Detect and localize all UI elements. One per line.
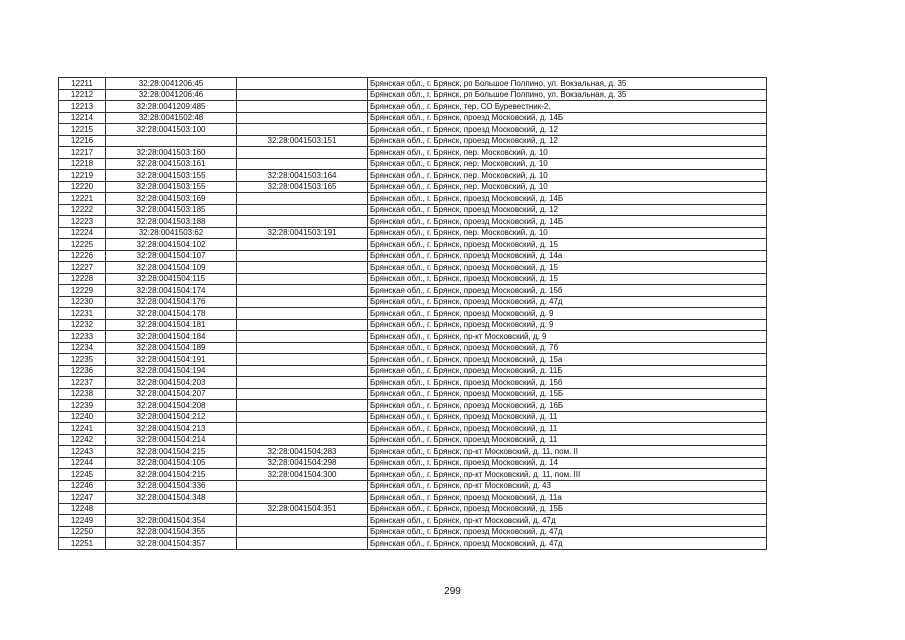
related-cadastral-number-cell xyxy=(237,538,368,550)
address-cell: Брянская обл., г. Брянск, проезд Московский, д. 11а xyxy=(368,492,767,504)
table-row xyxy=(59,78,767,90)
address-cell: Брянская обл., г. Брянск, тер. СО Буревестник-2, xyxy=(368,101,767,113)
cadastral-number-cell: 32:28:0041503:161 xyxy=(106,158,237,170)
table-row xyxy=(59,135,767,147)
table-row xyxy=(59,308,767,320)
address-cell: Брянская обл., г. Брянск, пр-кт Московский, д. 43 xyxy=(368,480,767,492)
related-cadastral-number-cell xyxy=(237,377,368,389)
table-row xyxy=(59,239,767,251)
cadastral-number-cell: 32:28:0041503:160 xyxy=(106,147,237,159)
table-row xyxy=(59,423,767,435)
cadastral-number-cell: 32:28:0041504:208 xyxy=(106,400,237,412)
table-row xyxy=(59,400,767,412)
cadastral-number-cell: 32:28:0041503:100 xyxy=(106,124,237,136)
related-cadastral-number-cell xyxy=(237,250,368,262)
related-cadastral-number-cell xyxy=(237,285,368,297)
table-row xyxy=(59,457,767,469)
table-row xyxy=(59,377,767,389)
cadastral-number-cell xyxy=(106,135,237,147)
address-cell: Брянская обл., г. Брянск, пер. Московский, д. 10 xyxy=(368,227,767,239)
table-row xyxy=(59,193,767,205)
row-number-cell: 12242 xyxy=(59,434,106,446)
table-row xyxy=(59,342,767,354)
row-number-cell: 12238 xyxy=(59,388,106,400)
related-cadastral-number-cell xyxy=(237,112,368,124)
cadastral-number-cell: 32:28:0041504:181 xyxy=(106,319,237,331)
related-cadastral-number-cell xyxy=(237,89,368,101)
table-row xyxy=(59,434,767,446)
address-cell: Брянская обл., г. Брянск, проезд Московский, д. 11Б xyxy=(368,365,767,377)
row-number-cell: 12231 xyxy=(59,308,106,320)
cadastral-number-cell: 32:28:0041206:46 xyxy=(106,89,237,101)
row-number-cell: 12239 xyxy=(59,400,106,412)
cadastral-number-cell: 32:28:0041504:189 xyxy=(106,342,237,354)
row-number-cell: 12224 xyxy=(59,227,106,239)
row-number-cell: 12214 xyxy=(59,112,106,124)
row-number-cell: 12250 xyxy=(59,526,106,538)
related-cadastral-number-cell xyxy=(237,239,368,251)
address-cell: Брянская обл., г. Брянск, проезд Московский, д. 15 xyxy=(368,273,767,285)
related-cadastral-number-cell: 32:28:0041504:351 xyxy=(237,503,368,515)
cadastral-number-cell: 32:28:0041504:207 xyxy=(106,388,237,400)
cadastral-number-cell: 32:28:0041504:348 xyxy=(106,492,237,504)
address-cell: Брянская обл., г. Брянск, пер. Московский, д. 10 xyxy=(368,170,767,182)
row-number-cell: 12230 xyxy=(59,296,106,308)
related-cadastral-number-cell xyxy=(237,365,368,377)
table-row xyxy=(59,296,767,308)
table-row xyxy=(59,227,767,239)
related-cadastral-number-cell: 32:28:0041503:151 xyxy=(237,135,368,147)
related-cadastral-number-cell xyxy=(237,319,368,331)
row-number-cell: 12220 xyxy=(59,181,106,193)
cadastral-number-cell: 32:28:0041504:212 xyxy=(106,411,237,423)
address-cell: Брянская обл., г. Брянск, проезд Московский, д. 15Б xyxy=(368,503,767,515)
row-number-cell: 12227 xyxy=(59,262,106,274)
page-number: 299 xyxy=(444,586,461,597)
row-number-cell: 12234 xyxy=(59,342,106,354)
address-cell: Брянская обл., г. Брянск, проезд Московский, д. 14Б xyxy=(368,112,767,124)
cadastral-number-cell: 32:28:0041504:105 xyxy=(106,457,237,469)
row-number-cell: 12236 xyxy=(59,365,106,377)
related-cadastral-number-cell xyxy=(237,411,368,423)
table-row xyxy=(59,158,767,170)
related-cadastral-number-cell xyxy=(237,193,368,205)
row-number-cell: 12211 xyxy=(59,78,106,90)
cadastral-number-cell: 32:28:0041503:185 xyxy=(106,204,237,216)
related-cadastral-number-cell: 32:28:0041503:164 xyxy=(237,170,368,182)
related-cadastral-number-cell xyxy=(237,388,368,400)
address-cell: Брянская обл., г. Брянск, проезд Московский, д. 15 xyxy=(368,239,767,251)
address-cell: Брянская обл., г. Брянск, пр-кт Московский, д. 9 xyxy=(368,331,767,343)
related-cadastral-number-cell xyxy=(237,400,368,412)
row-number-cell: 12245 xyxy=(59,469,106,481)
address-cell: Брянская обл., г. Брянск, пр-кт Московский, д. 47д xyxy=(368,515,767,527)
related-cadastral-number-cell: 32:28:0041503:191 xyxy=(237,227,368,239)
address-cell: Брянская обл., г. Брянск, проезд Московский, д. 15 xyxy=(368,262,767,274)
row-number-cell: 12219 xyxy=(59,170,106,182)
address-cell: Брянская обл., г. Брянск, проезд Московский, д. 15а xyxy=(368,354,767,366)
cadastral-number-cell: 32:28:0041504:191 xyxy=(106,354,237,366)
address-cell: Брянская обл., г. Брянск, проезд Московский, д. 11 xyxy=(368,434,767,446)
cadastral-number-cell: 32:28:0041502:48 xyxy=(106,112,237,124)
address-cell: Брянская обл., г. Брянск, проезд Московский, д. 47д xyxy=(368,526,767,538)
cadastral-number-cell: 32:28:0041504:336 xyxy=(106,480,237,492)
address-cell: Брянская обл., г. Брянск, пер. Московский, д. 10 xyxy=(368,158,767,170)
property-table xyxy=(58,77,767,550)
address-cell: Брянская обл., г. Брянск, проезд Московский, д. 15Б xyxy=(368,388,767,400)
row-number-cell: 12244 xyxy=(59,457,106,469)
cadastral-number-cell: 32:28:0041503:169 xyxy=(106,193,237,205)
related-cadastral-number-cell xyxy=(237,342,368,354)
related-cadastral-number-cell xyxy=(237,423,368,435)
table-row xyxy=(59,480,767,492)
row-number-cell: 12235 xyxy=(59,354,106,366)
address-cell: Брянская обл., г. Брянск, проезд Московский, д. 15б xyxy=(368,377,767,389)
cadastral-number-cell: 32:28:0041504:176 xyxy=(106,296,237,308)
related-cadastral-number-cell xyxy=(237,78,368,90)
table-row xyxy=(59,319,767,331)
address-cell: Брянская обл., г. Брянск, проезд Московский, д. 11 xyxy=(368,423,767,435)
related-cadastral-number-cell xyxy=(237,124,368,136)
address-cell: Брянская обл., г. Брянск, проезд Московский, д. 16Б xyxy=(368,400,767,412)
table-row xyxy=(59,112,767,124)
row-number-cell: 12218 xyxy=(59,158,106,170)
cadastral-number-cell: 32:28:0041504:107 xyxy=(106,250,237,262)
cadastral-number-cell: 32:28:0041504:203 xyxy=(106,377,237,389)
address-cell: Брянская обл., г. Брянск, проезд Московский, д. 14Б xyxy=(368,216,767,228)
address-cell: Брянская обл., г. Брянск, проезд Московский, д. 12 xyxy=(368,124,767,136)
address-cell: Брянская обл., г. Брянск, проезд Московский, д. 12 xyxy=(368,135,767,147)
address-cell: Брянская обл., г. Брянск, пр-кт Московский, д. 11, пом. III xyxy=(368,469,767,481)
cadastral-number-cell: 32:28:0041504:215 xyxy=(106,469,237,481)
cadastral-number-cell: 32:28:0041504:178 xyxy=(106,308,237,320)
related-cadastral-number-cell xyxy=(237,515,368,527)
related-cadastral-number-cell: 32:28:0041504:300 xyxy=(237,469,368,481)
cadastral-number-cell: 32:28:0041504:355 xyxy=(106,526,237,538)
table-row xyxy=(59,331,767,343)
table-row xyxy=(59,526,767,538)
related-cadastral-number-cell xyxy=(237,480,368,492)
address-cell: Брянская обл., г. Брянск, пр-кт Московский, д. 11, пом. II xyxy=(368,446,767,458)
cadastral-number-cell: 32:28:0041504:214 xyxy=(106,434,237,446)
table-row xyxy=(59,101,767,113)
row-number-cell: 12243 xyxy=(59,446,106,458)
row-number-cell: 12223 xyxy=(59,216,106,228)
cadastral-number-cell: 32:28:0041504:102 xyxy=(106,239,237,251)
row-number-cell: 12226 xyxy=(59,250,106,262)
table-row xyxy=(59,446,767,458)
row-number-cell: 12249 xyxy=(59,515,106,527)
related-cadastral-number-cell xyxy=(237,308,368,320)
address-cell: Брянская обл., г. Брянск, проезд Московский, д. 14а xyxy=(368,250,767,262)
row-number-cell: 12248 xyxy=(59,503,106,515)
related-cadastral-number-cell xyxy=(237,262,368,274)
row-number-cell: 12228 xyxy=(59,273,106,285)
cadastral-number-cell: 32:28:0041504:115 xyxy=(106,273,237,285)
related-cadastral-number-cell xyxy=(237,526,368,538)
row-number-cell: 12233 xyxy=(59,331,106,343)
address-cell: Брянская обл., г. Брянск, проезд Московский, д. 12 xyxy=(368,204,767,216)
row-number-cell: 12216 xyxy=(59,135,106,147)
related-cadastral-number-cell xyxy=(237,434,368,446)
table-row xyxy=(59,273,767,285)
related-cadastral-number-cell xyxy=(237,204,368,216)
table-row xyxy=(59,147,767,159)
cadastral-number-cell: 32:28:0041503:62 xyxy=(106,227,237,239)
table-row xyxy=(59,124,767,136)
table-row xyxy=(59,411,767,423)
table-row xyxy=(59,89,767,101)
address-cell: Брянская обл., г. Брянск, проезд Московский, д. 11 xyxy=(368,411,767,423)
table-row xyxy=(59,181,767,193)
related-cadastral-number-cell xyxy=(237,101,368,113)
row-number-cell: 12232 xyxy=(59,319,106,331)
cadastral-number-cell: 32:28:0041206:45 xyxy=(106,78,237,90)
table-row xyxy=(59,250,767,262)
table-row xyxy=(59,388,767,400)
row-number-cell: 12237 xyxy=(59,377,106,389)
related-cadastral-number-cell xyxy=(237,158,368,170)
related-cadastral-number-cell: 32:28:0041504:298 xyxy=(237,457,368,469)
related-cadastral-number-cell xyxy=(237,216,368,228)
row-number-cell: 12217 xyxy=(59,147,106,159)
address-cell: Брянская обл., г. Брянск, проезд Московский, д. 14 xyxy=(368,457,767,469)
row-number-cell: 12215 xyxy=(59,124,106,136)
row-number-cell: 12247 xyxy=(59,492,106,504)
cadastral-number-cell: 32:28:0041504:215 xyxy=(106,446,237,458)
row-number-cell: 12221 xyxy=(59,193,106,205)
related-cadastral-number-cell xyxy=(237,273,368,285)
cadastral-number-cell: 32:28:0041504:184 xyxy=(106,331,237,343)
table-row xyxy=(59,365,767,377)
cadastral-number-cell: 32:28:0041504:174 xyxy=(106,285,237,297)
table-row xyxy=(59,170,767,182)
address-cell: Брянская обл., г. Брянск, проезд Московский, д. 15б xyxy=(368,285,767,297)
related-cadastral-number-cell xyxy=(237,147,368,159)
table-row xyxy=(59,538,767,550)
row-number-cell: 12229 xyxy=(59,285,106,297)
cadastral-number-cell xyxy=(106,503,237,515)
row-number-cell: 12241 xyxy=(59,423,106,435)
cadastral-number-cell: 32:28:0041503:188 xyxy=(106,216,237,228)
row-number-cell: 12225 xyxy=(59,239,106,251)
address-cell: Брянская обл., г. Брянск, проезд Московский, д. 14Б xyxy=(368,193,767,205)
table-row xyxy=(59,216,767,228)
related-cadastral-number-cell xyxy=(237,296,368,308)
address-cell: Брянская обл., г. Брянск, проезд Московский, д. 9 xyxy=(368,319,767,331)
row-number-cell: 12222 xyxy=(59,204,106,216)
table-row xyxy=(59,204,767,216)
address-cell: Брянская обл., г. Брянск, проезд Московский, д. 47д xyxy=(368,538,767,550)
table-row xyxy=(59,469,767,481)
address-cell: Брянская обл., г. Брянск, пер. Московский, д. 10 xyxy=(368,147,767,159)
address-cell: Брянская обл., г. Брянск, проезд Московский, д. 9 xyxy=(368,308,767,320)
table-row xyxy=(59,285,767,297)
cadastral-number-cell: 32:28:0041504:109 xyxy=(106,262,237,274)
table-row xyxy=(59,515,767,527)
cadastral-number-cell: 32:28:0041504:354 xyxy=(106,515,237,527)
cadastral-number-cell: 32:28:0041504:194 xyxy=(106,365,237,377)
related-cadastral-number-cell: 32:28:0041503:165 xyxy=(237,181,368,193)
related-cadastral-number-cell xyxy=(237,331,368,343)
row-number-cell: 12246 xyxy=(59,480,106,492)
related-cadastral-number-cell xyxy=(237,492,368,504)
address-cell: Брянская обл., г. Брянск, рп Большое Полпино, ул. Вокзальная, д. 35 xyxy=(368,78,767,90)
address-cell: Брянская обл., г. Брянск, рп Большое Полпино, ул. Вокзальная, д. 35 xyxy=(368,89,767,101)
table-row xyxy=(59,354,767,366)
cadastral-number-cell: 32:28:0041503:155 xyxy=(106,181,237,193)
address-cell: Брянская обл., г. Брянск, проезд Московский, д. 47д xyxy=(368,296,767,308)
cadastral-number-cell: 32:28:0041504:213 xyxy=(106,423,237,435)
row-number-cell: 12251 xyxy=(59,538,106,550)
address-cell: Брянская обл., г. Брянск, пер. Московский, д. 10 xyxy=(368,181,767,193)
table-row xyxy=(59,492,767,504)
related-cadastral-number-cell xyxy=(237,354,368,366)
row-number-cell: 12212 xyxy=(59,89,106,101)
address-cell: Брянская обл., г. Брянск, проезд Московский, д. 7б xyxy=(368,342,767,354)
table-row xyxy=(59,262,767,274)
related-cadastral-number-cell: 32:28:0041504:283 xyxy=(237,446,368,458)
row-number-cell: 12240 xyxy=(59,411,106,423)
cadastral-number-cell: 32:28:0041504:357 xyxy=(106,538,237,550)
cadastral-number-cell: 32:28:0041503:155 xyxy=(106,170,237,182)
property-table-body xyxy=(59,78,767,550)
row-number-cell: 12213 xyxy=(59,101,106,113)
cadastral-number-cell: 32:28:0041209:485 xyxy=(106,101,237,113)
table-row xyxy=(59,503,767,515)
